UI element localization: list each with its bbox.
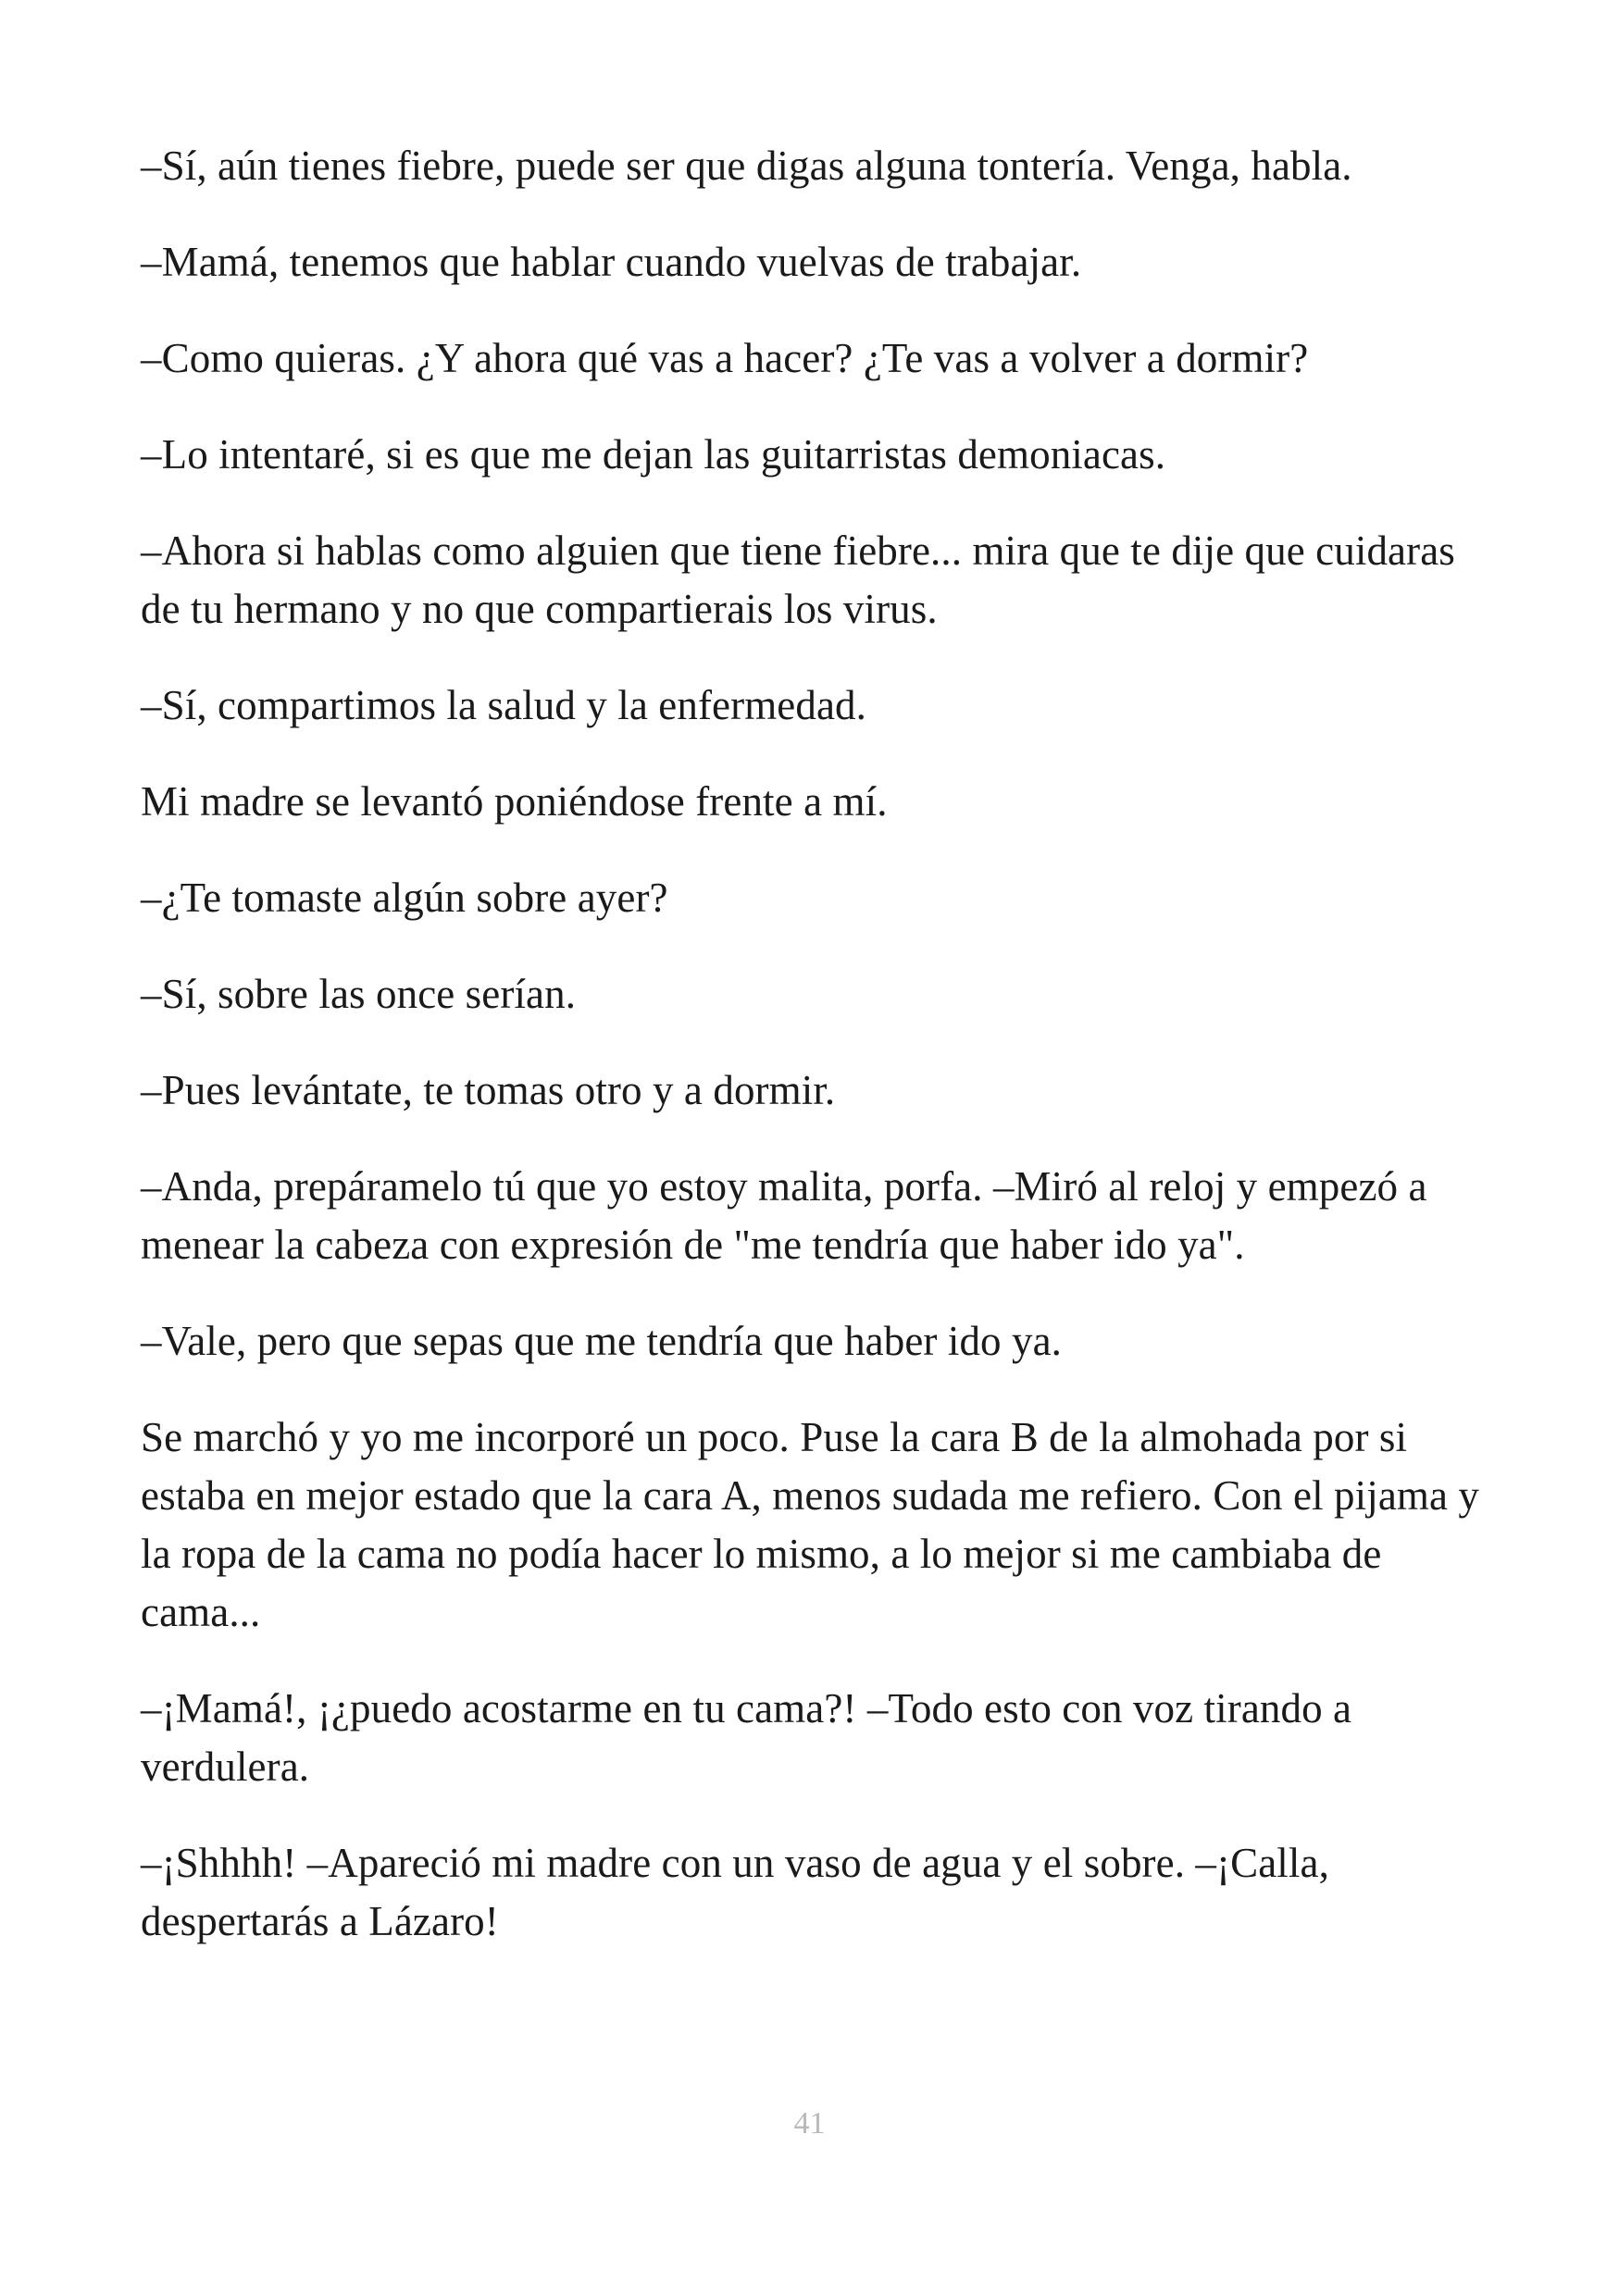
paragraph: –Mamá, tenemos que hablar cuando vuelvas de trabajar. xyxy=(141,239,1082,285)
paragraph: –Anda, prepáramelo tú que yo estoy malita, porfa. –Miró al reloj y empezó a menear la cabeza con expresión de "me tendría que haber ido ya". xyxy=(141,1163,1427,1268)
page-number: 41 xyxy=(793,2106,826,2141)
paragraph: Se marchó y yo me incorporé un poco. Puse la cara B de la almohada por si estaba en mejor estado que la cara A, menos sudada me refiero. Con el pijama y la ropa de la cama no podía hacer lo mismo, a lo mejor si me cambiaba de cama... xyxy=(141,1414,1480,1635)
paragraph: –Sí, compartimos la salud y la enfermedad. xyxy=(141,682,866,728)
paragraph: –¡Mamá!, ¡¿puedo acostarme en tu cama?! –Todo esto con voz tirando a verdulera. xyxy=(141,1685,1352,1790)
paragraph: –Pues levántate, te tomas otro y a dormir. xyxy=(141,1067,836,1113)
paragraph: –¿Te tomaste algún sobre ayer? xyxy=(141,875,668,921)
paragraph: –Sí, aún tienes fiebre, puede ser que digas alguna tontería. Venga, habla. xyxy=(141,143,1352,189)
paragraph: –¡Shhhh! –Apareció mi madre con un vaso de agua y el sobre. –¡Calla, despertarás a Lázaro! xyxy=(141,1840,1329,1944)
paragraph: –Lo intentaré, si es que me dejan las guitarristas demoniacas. xyxy=(141,431,1166,478)
paragraph: Mi madre se levantó poniéndose frente a mí. xyxy=(141,778,888,825)
page-body xyxy=(141,137,1492,1989)
paragraph: –Como quieras. ¿Y ahora qué vas a hacer? ¿Te vas a volver a dormir? xyxy=(141,335,1309,381)
paragraph: –Vale, pero que sepas que me tendría que haber ido ya. xyxy=(141,1318,1063,1364)
paragraph: –Ahora si hablas como alguien que tiene fiebre... mira que te dije que cuidaras de tu hermano y no que compartierais los virus. xyxy=(141,527,1455,632)
paragraph: –Sí, sobre las once serían. xyxy=(141,971,577,1017)
